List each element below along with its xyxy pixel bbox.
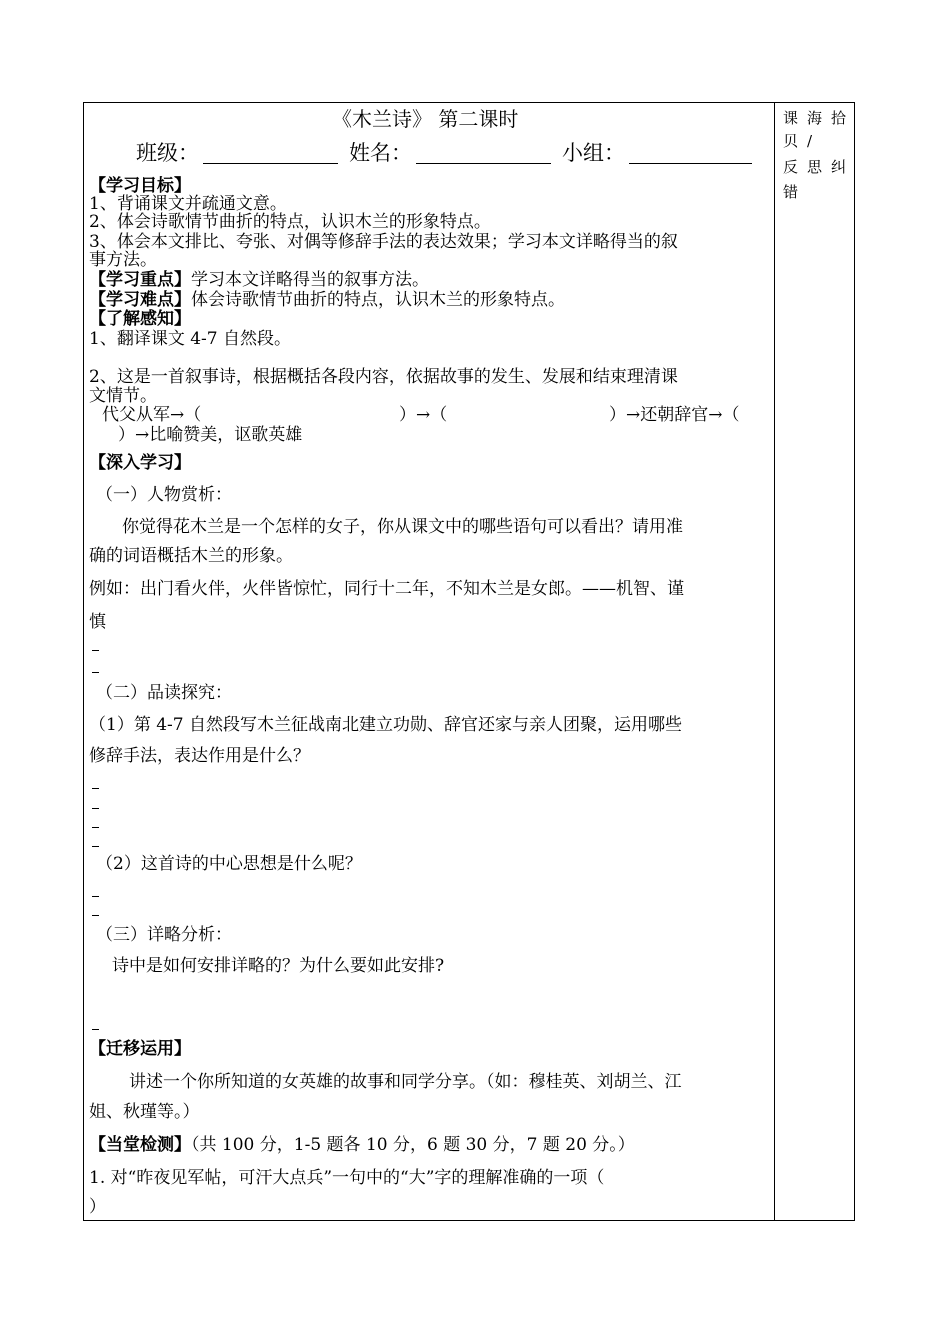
answer-line[interactable]: [92, 672, 99, 673]
group-label: 小组：: [562, 141, 625, 165]
section-1-title: （一）人物赏析：: [96, 485, 232, 505]
answer-line[interactable]: [92, 788, 99, 789]
perceive-q1: 1、翻译课文 4-7 自然段。: [89, 329, 291, 349]
section-1-example-cont: 慎: [89, 612, 106, 632]
goals-heading: 【学习目标】: [89, 176, 191, 196]
section-1-question: 你觉得花木兰是一个怎样的女子，你从课文中的哪些语句可以看出？请用准: [122, 517, 683, 537]
goal-item-3: 3、体会本文排比、夸张、对偶等修辞手法的表达效果；学习本文详略得当的叙: [89, 232, 678, 252]
notes-title-line-2: 贝/: [783, 132, 822, 150]
section-3-question: 诗中是如何安排详略的？为什么要如此安排?: [112, 956, 445, 976]
plot-flow-part-2: ）→（: [399, 405, 448, 425]
goal-item-1: 1、背诵课文并疏通文意。: [89, 194, 287, 214]
section-2-q1: （1）第 4-7 自然段写木兰征战南北建立功勋、辞官还家与亲人团聚，运用哪些: [89, 715, 682, 735]
worksheet-table: [83, 102, 855, 1221]
notes-title-line-4: 错: [783, 183, 808, 201]
group-blank[interactable]: [629, 163, 752, 164]
test-score: （共 100 分，1-5 题各 10 分，6 题 30 分，7 题 20 分。）: [191, 1135, 635, 1155]
test-q1: 1. 对“昨夜见军帖，可汗大点兵”一句中的“大”字的理解准确的一项（: [89, 1168, 605, 1188]
apply-heading: 【迁移运用】: [89, 1039, 191, 1059]
perceive-q2-cont: 文情节。: [89, 386, 157, 406]
test-q1-cont: ）: [89, 1197, 106, 1217]
goal-item-3-cont: 事方法。: [89, 250, 157, 270]
perceive-heading: 【了解感知】: [89, 309, 191, 329]
plot-flow-part-3: ）→还朝辞官→（: [609, 405, 740, 425]
answer-line[interactable]: [92, 915, 99, 916]
answer-line[interactable]: [92, 1029, 99, 1030]
notes-title-line-3: 反思纠: [783, 158, 856, 176]
section-2-q2: （2）这首诗的中心思想是什么呢？: [96, 854, 362, 874]
main-column: [84, 103, 774, 1220]
answer-line[interactable]: [92, 896, 99, 897]
difficulty-point: [89, 290, 565, 310]
key-heading: 【学习重点】: [89, 270, 191, 290]
test-line: [89, 1135, 635, 1155]
section-1-example: 例如：出门看火伴，火伴皆惊忙，同行十二年，不知木兰是女郎。——机智、谨: [89, 579, 684, 599]
key-text: 学习本文详略得当的叙事方法。: [191, 270, 429, 290]
answer-line[interactable]: [92, 846, 99, 847]
test-heading: 【当堂检测】: [89, 1135, 191, 1155]
plot-flow-part-1: 代父从军→（: [102, 405, 202, 425]
answer-line[interactable]: [92, 650, 99, 651]
class-blank[interactable]: [203, 163, 338, 164]
name-blank[interactable]: [416, 163, 551, 164]
notes-title-line-1: 课海拾: [783, 109, 856, 127]
name-label: 姓名：: [349, 141, 412, 165]
section-1-question-cont: 确的词语概括木兰的形象。: [89, 546, 293, 566]
apply-text: 讲述一个你所知道的女英雄的故事和同学分享。（如：穆桂英、刘胡兰、江: [129, 1072, 682, 1092]
apply-text-cont: 姐、秋瑾等。）: [89, 1102, 200, 1122]
answer-line[interactable]: [92, 827, 99, 828]
class-label: 班级：: [136, 141, 199, 165]
key-point: [89, 270, 429, 290]
section-2-q1-cont: 修辞手法，表达作用是什么？: [89, 746, 310, 766]
difficulty-text: 体会诗歌情节曲折的特点，认识木兰的形象特点。: [191, 290, 565, 310]
answer-line[interactable]: [92, 808, 99, 809]
goal-item-2: 2、体会诗歌情节曲折的特点，认识木兰的形象特点。: [89, 212, 491, 232]
difficulty-heading: 【学习难点】: [89, 290, 191, 310]
deep-heading: 【深入学习】: [89, 453, 191, 473]
section-2-title: （二）品读探究：: [96, 683, 232, 703]
perceive-q2: 2、这是一首叙事诗，根据概括各段内容，依据故事的发生、发展和结束理清课: [89, 367, 678, 387]
section-3-title: （三）详略分析：: [96, 925, 232, 945]
plot-flow-part-4: ）→比喻赞美，讴歌英雄: [118, 425, 303, 445]
notes-column: [775, 103, 855, 1220]
page-title: 《木兰诗》 第二课时: [332, 107, 519, 131]
